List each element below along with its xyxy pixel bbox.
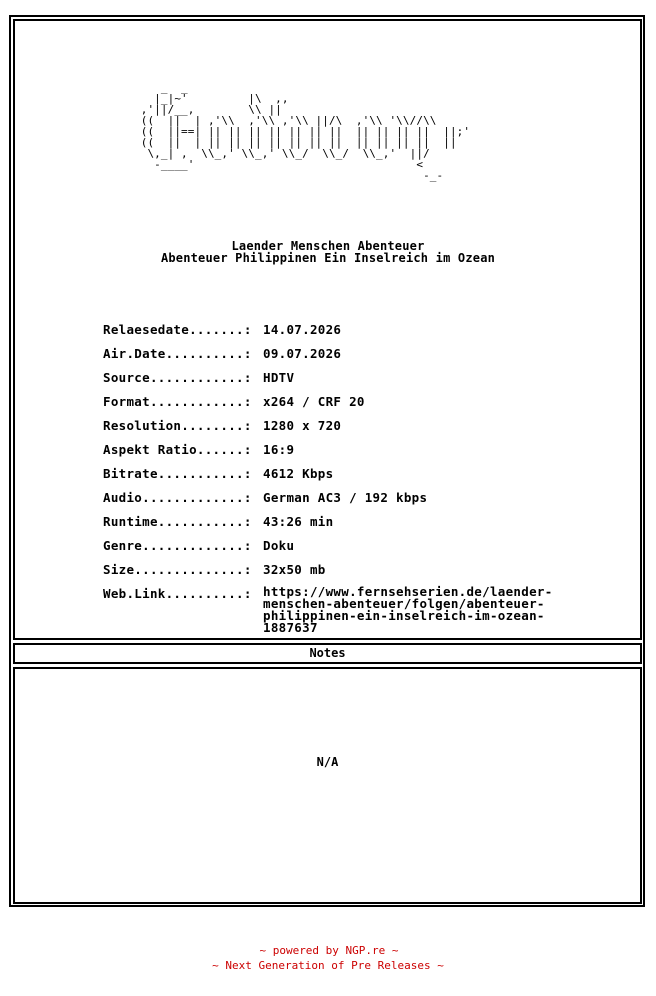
detail-key: Size..............: (103, 562, 252, 577)
detail-value: German AC3 / 192 kbps (263, 490, 428, 505)
detail-value: HDTV (263, 370, 295, 385)
detail-value: 1280 x 720 (263, 418, 342, 433)
detail-row-weblink (103, 586, 553, 634)
notes-header-panel (13, 643, 642, 664)
detail-value: 14.07.2026 (263, 322, 342, 337)
detail-key: Aspekt Ratio......: (103, 442, 252, 457)
detail-row-format (103, 394, 553, 418)
detail-value: 16:9 (263, 442, 295, 457)
detail-key: Bitrate...........: (103, 466, 252, 481)
detail-row-runtime (103, 514, 553, 538)
detail-row-genre (103, 538, 553, 562)
show-title: Laender Menschen Abenteuer (231, 239, 425, 253)
episode-title: Abenteuer Philippinen Ein Inselreich im Ozean (160, 251, 496, 265)
goodboy-ascii-logo: _ _ |_|~' |\ ,, ,'||/__, \\ || (( || | ,'\\ ,'\\ ,'\\ ||/\ ,'\\ '\\//\\ (( ||==| || || || || || || || || || || || ||;' (( || | || || || || || || || || || || || || \,_| , \\_,' \\_,' \\_/ \\_/ \\_,' ||/ -____' < -_- (140, 81, 471, 182)
notes-panel (13, 667, 642, 904)
detail-row-resolution (103, 418, 553, 442)
detail-key: Format............: (103, 394, 252, 409)
detail-value: Doku (263, 538, 295, 553)
detail-key: Air.Date..........: (103, 346, 252, 361)
notes-heading: Notes (309, 646, 346, 660)
detail-row-source (103, 370, 553, 394)
detail-key: Web.Link..........: (103, 586, 252, 601)
footer-powered-by: ~ powered by NGP.re ~ (259, 944, 399, 957)
detail-row-size (103, 562, 553, 586)
detail-value: 32x50 mb (263, 562, 326, 577)
detail-row-releasedate (103, 322, 553, 346)
detail-value: 43:26 min (263, 514, 334, 529)
detail-key: Source............: (103, 370, 252, 385)
weblink-url[interactable]: https://www.fernsehserien.de/laender- menschen-abenteuer/folgen/abenteuer- philippinen-ein-inselreich-im-ozean- 1887637 (263, 584, 553, 635)
detail-row-airdate (103, 346, 553, 370)
detail-value: 4612 Kbps (263, 466, 334, 481)
release-details-list (103, 322, 553, 634)
detail-value: x264 / CRF 20 (263, 394, 365, 409)
notes-text: N/A (316, 755, 339, 769)
detail-key: Runtime...........: (103, 514, 252, 529)
detail-row-aspect-ratio (103, 442, 553, 466)
detail-key: Relaesedate.......: (103, 322, 252, 337)
detail-key: Audio.............: (103, 490, 252, 505)
detail-row-bitrate (103, 466, 553, 490)
detail-key: Genre.............: (103, 538, 252, 553)
detail-value: 09.07.2026 (263, 346, 342, 361)
detail-row-audio (103, 490, 553, 514)
detail-key: Resolution........: (103, 418, 252, 433)
footer-tagline: ~ Next Generation of Pre Releases ~ (212, 959, 444, 972)
